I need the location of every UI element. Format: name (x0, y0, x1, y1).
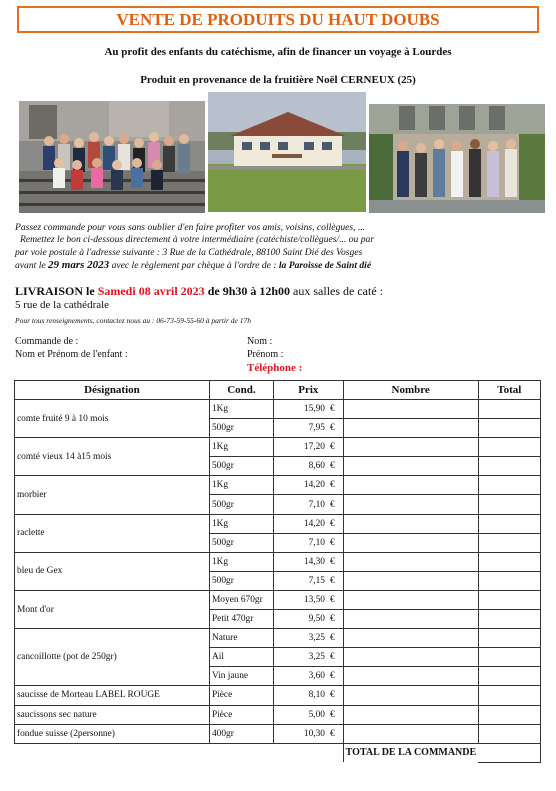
quantity-cell[interactable] (343, 724, 478, 743)
line-total-cell[interactable] (478, 400, 540, 419)
table-row (15, 629, 541, 648)
quantity-cell[interactable] (343, 571, 478, 590)
currency-symbol: € (329, 709, 335, 720)
product-price: 14,30 (303, 556, 325, 567)
currency-symbol: € (329, 728, 335, 739)
total-row (15, 743, 541, 762)
line-total-cell[interactable] (478, 552, 540, 571)
delivery-line (15, 284, 383, 299)
quantity-cell[interactable] (343, 476, 478, 495)
currency-symbol: € (329, 423, 335, 434)
table-row (15, 552, 541, 571)
product-conditioning: Pièce (209, 686, 273, 705)
product-price: 3,25 (308, 633, 325, 644)
delivery-de: de (207, 284, 220, 298)
product-price-cell (273, 533, 343, 552)
product-price: 7,15 (308, 575, 325, 586)
intro-line-3: par voie postale à l'adresse suivante : 3 Rue de la Cathédrale, 88100 Saint Dié des Vosges (15, 246, 363, 258)
quantity-cell[interactable] (343, 514, 478, 533)
product-conditioning: 500gr (209, 495, 273, 514)
product-conditioning: Ail (209, 648, 273, 667)
product-price-cell (273, 552, 343, 571)
product-price-cell (273, 571, 343, 590)
quantity-cell[interactable] (343, 686, 478, 705)
line-total-cell[interactable] (478, 514, 540, 533)
product-price: 5,00 (308, 709, 325, 720)
quantity-cell[interactable] (343, 419, 478, 438)
product-price-cell (273, 400, 343, 419)
product-conditioning: 1Kg (209, 514, 273, 533)
currency-symbol: € (329, 480, 335, 491)
product-price-cell (273, 629, 343, 648)
product-conditioning: Vin jaune (209, 667, 273, 686)
delivery-place: aux salles de caté : (293, 284, 384, 298)
product-price-cell (273, 705, 343, 724)
order-table (14, 380, 541, 763)
product-price: 8,60 (308, 461, 325, 472)
product-price: 15,90 (303, 404, 325, 415)
quantity-cell[interactable] (343, 705, 478, 724)
currency-symbol: € (329, 575, 335, 586)
product-price: 14,20 (303, 480, 325, 491)
currency-symbol: € (329, 594, 335, 605)
product-name: saucissons sec nature (15, 705, 210, 724)
currency-symbol: € (329, 690, 335, 701)
table-row (15, 705, 541, 724)
product-conditioning: 500gr (209, 571, 273, 590)
product-name: Mont d'or (15, 590, 210, 628)
label-prenom: Prénom : (247, 349, 284, 360)
line-total-cell[interactable] (478, 457, 540, 476)
line-total-cell[interactable] (478, 476, 540, 495)
product-price: 8,10 (308, 690, 325, 701)
currency-symbol: € (329, 461, 335, 472)
intro-line-2: Remettez le bon ci-dessous directement à votre intermédiaire (catéchiste/collègues/... ou par (20, 234, 375, 246)
product-name: fondue suisse (2personne) (15, 724, 210, 743)
line-total-cell[interactable] (478, 419, 540, 438)
currency-symbol: € (329, 404, 335, 415)
intro-deadline-prefix: avant le (15, 260, 46, 272)
quantity-cell[interactable] (343, 438, 478, 457)
product-price-cell (273, 686, 343, 705)
product-price-cell (273, 514, 343, 533)
line-total-cell[interactable] (478, 438, 540, 457)
product-price-cell (273, 648, 343, 667)
label-child-name: Nom et Prénom de l'enfant : (15, 349, 128, 360)
delivery-address: 5 rue de la cathédrale (15, 299, 110, 311)
label-nom: Nom : (247, 336, 273, 347)
currency-symbol: € (329, 671, 335, 682)
currency-symbol: € (329, 537, 335, 548)
product-price: 7,10 (308, 537, 325, 548)
header-prix: Prix (273, 381, 343, 400)
product-price-cell (273, 610, 343, 629)
header-cond: Cond. (209, 381, 273, 400)
page-title: VENTE DE PRODUITS DU HAUT DOUBS (17, 6, 539, 33)
product-conditioning: Petit 470gr (209, 610, 273, 629)
cheque-payee: la Paroisse de Saint dié (278, 260, 372, 272)
label-telephone: Téléphone : (247, 362, 303, 374)
currency-symbol: € (329, 556, 335, 567)
product-price-cell (273, 724, 343, 743)
quantity-cell[interactable] (343, 610, 478, 629)
table-row (15, 590, 541, 609)
total-label: TOTAL DE LA COMMANDE (343, 743, 478, 762)
currency-symbol: € (329, 652, 335, 663)
currency-symbol: € (329, 633, 335, 644)
product-price: 3,60 (308, 671, 325, 682)
product-conditioning: 1Kg (209, 400, 273, 419)
line-total-cell[interactable] (478, 667, 540, 686)
line-total-cell[interactable] (478, 629, 540, 648)
product-name: comte fruité 9 à 10 mois (15, 400, 210, 438)
quantity-cell[interactable] (343, 552, 478, 571)
subtitle-origin: Produit en provenance de la fruitière Noël CERNEUX (25) (140, 74, 416, 86)
quantity-cell[interactable] (343, 667, 478, 686)
line-total-cell[interactable] (478, 705, 540, 724)
grand-total-cell[interactable] (478, 743, 540, 762)
table-row (15, 724, 541, 743)
product-price: 3,25 (308, 652, 325, 663)
table-row (15, 438, 541, 457)
product-name: morbier (15, 476, 210, 514)
quantity-cell[interactable] (343, 533, 478, 552)
currency-symbol: € (329, 499, 335, 510)
photo-children-group (369, 104, 545, 213)
product-conditioning: 500gr (209, 533, 273, 552)
header-total: Total (478, 381, 540, 400)
product-price: 7,10 (308, 499, 325, 510)
table-header-row (15, 381, 541, 400)
order-deadline: 29 mars 2023 (48, 259, 110, 272)
product-name: cancoillotte (pot de 250gr) (15, 629, 210, 686)
subtitle-purpose: Au profit des enfants du catéchisme, afin de financer un voyage à Lourdes (104, 46, 452, 58)
product-price-cell (273, 419, 343, 438)
product-conditioning: 500gr (209, 419, 273, 438)
product-conditioning: 1Kg (209, 438, 273, 457)
product-conditioning: 500gr (209, 457, 273, 476)
product-name: raclette (15, 514, 210, 552)
currency-symbol: € (329, 518, 335, 529)
line-total-cell[interactable] (478, 648, 540, 667)
intro-text (15, 222, 545, 273)
intro-line-1: Passez commande pour vous sans oublier d'en faire profiter vos amis, voisins, collègues, ... (15, 222, 366, 233)
quantity-cell[interactable] (343, 457, 478, 476)
delivery-time: 9h30 à 12h00 (222, 284, 291, 298)
line-total-cell[interactable] (478, 610, 540, 629)
product-price-cell (273, 438, 343, 457)
delivery-label: LIVRAISON le (15, 284, 95, 298)
product-price: 9,50 (308, 614, 325, 625)
product-conditioning: Moyen 670gr (209, 590, 273, 609)
label-commande: Commande de : (15, 336, 79, 347)
delivery-date: Samedi 08 avril 2023 (97, 284, 205, 298)
table-row (15, 514, 541, 533)
table-row (15, 400, 541, 419)
product-conditioning: 1Kg (209, 476, 273, 495)
line-total-cell[interactable] (478, 533, 540, 552)
quantity-cell[interactable] (343, 648, 478, 667)
product-price-cell (273, 667, 343, 686)
header-designation: Désignation (15, 381, 210, 400)
product-price: 13,50 (303, 594, 325, 605)
line-total-cell[interactable] (478, 590, 540, 609)
product-conditioning: 1Kg (209, 552, 273, 571)
product-conditioning: 400gr (209, 724, 273, 743)
product-name: comté vieux 14 à15 mois (15, 438, 210, 476)
product-price-cell (273, 476, 343, 495)
product-price-cell (273, 590, 343, 609)
intro-payment-text: avec le règlement par chèque à l'ordre de : (111, 260, 277, 272)
photo-children-stairs (19, 101, 205, 213)
total-spacer (15, 743, 344, 762)
quantity-cell[interactable] (343, 629, 478, 648)
line-total-cell[interactable] (478, 495, 540, 514)
line-total-cell[interactable] (478, 571, 540, 590)
currency-symbol: € (329, 614, 335, 625)
product-name: saucisse de Morteau LABEL ROUGE (15, 686, 210, 705)
product-conditioning: Pièce (209, 705, 273, 724)
photo-fruitiere-building (208, 92, 366, 212)
quantity-cell[interactable] (343, 495, 478, 514)
product-price: 17,20 (303, 442, 325, 453)
product-price: 14,20 (303, 518, 325, 529)
line-total-cell[interactable] (478, 686, 540, 705)
line-total-cell[interactable] (478, 724, 540, 743)
product-price: 10,30 (303, 728, 325, 739)
table-row (15, 476, 541, 495)
product-price-cell (273, 495, 343, 514)
product-price: 7,95 (308, 423, 325, 434)
product-name: bleu de Gex (15, 552, 210, 590)
header-nombre: Nombre (343, 381, 478, 400)
contact-info: Pour tous renseignements, contactez nous au : 06-73-59-55-60 à partir de 17h (15, 316, 251, 325)
product-price-cell (273, 457, 343, 476)
table-row (15, 686, 541, 705)
quantity-cell[interactable] (343, 590, 478, 609)
product-conditioning: Nature (209, 629, 273, 648)
currency-symbol: € (329, 442, 335, 453)
quantity-cell[interactable] (343, 400, 478, 419)
